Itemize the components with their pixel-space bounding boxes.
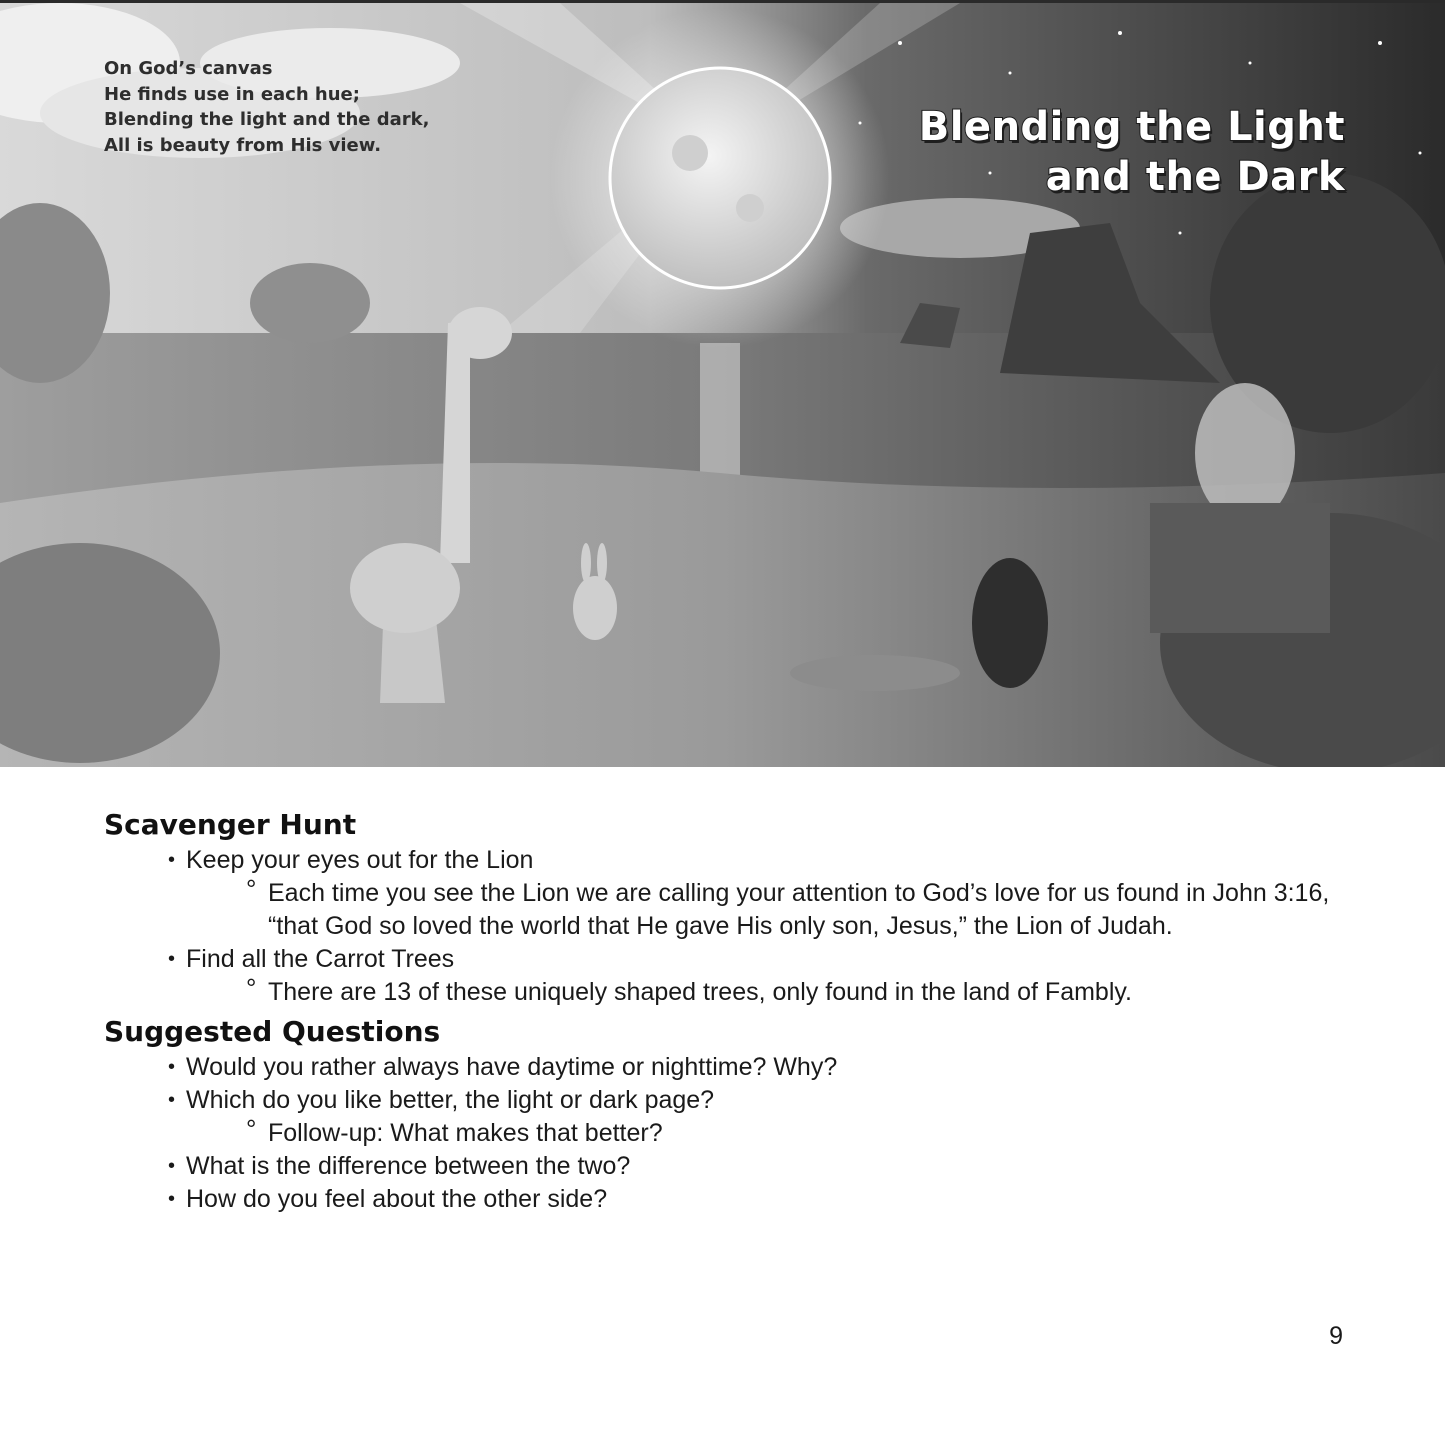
poem [104, 56, 429, 158]
page-number: 9 [1329, 1322, 1343, 1350]
bullet-list [104, 1051, 1364, 1216]
suggested-questions-section [104, 1013, 1364, 1216]
list-item: • Which do you like better, the light or dark page? [104, 1084, 1364, 1117]
bullet-list [104, 844, 1364, 1009]
poem-line: He finds use in each hue; [104, 83, 360, 105]
section-heading: Suggested Questions [104, 1015, 441, 1048]
page-content [104, 806, 1364, 1220]
poem-line: Blending the light and the dark, [104, 109, 430, 130]
scavenger-hunt-section [104, 806, 1364, 1009]
list-item: • Keep your eyes out for the Lion [104, 844, 1364, 877]
list-item: • How do you feel about the other side? [104, 1183, 1364, 1216]
scene-title-line: Blending the Light [918, 104, 1345, 150]
scene-title-line: and the Dark [1045, 154, 1345, 200]
scene-title [919, 102, 1345, 202]
list-item: • Would you rather always have daytime or nighttime? Why? [104, 1051, 1364, 1084]
sub-list-item: ° Each time you see the Lion we are calling your attention to God’s love for us found in John 3:16, “that God so loved the world that He gave His only son, Jesus,” the Lion of Judah. [104, 877, 1364, 943]
sub-list-item: ° There are 13 of these uniquely shaped trees, only found in the land of Fambly. [104, 976, 1364, 1009]
list-item: • What is the difference between the two? [104, 1150, 1364, 1183]
poem-line: All is beauty from His view. [104, 134, 382, 156]
list-item: • Find all the Carrot Trees [104, 943, 1364, 976]
sub-list-item: ° Follow-up: What makes that better? [104, 1117, 1364, 1150]
section-heading: Scavenger Hunt [104, 808, 357, 841]
poem-line: On God’s canvas [104, 58, 273, 79]
